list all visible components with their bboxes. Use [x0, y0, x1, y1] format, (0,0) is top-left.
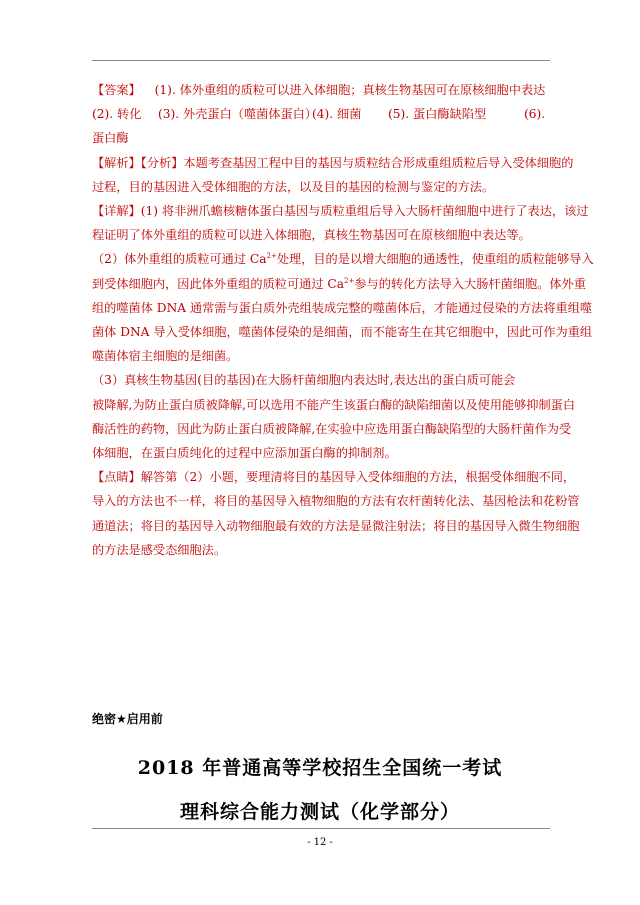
tip-text-1: 解答第（2）小题，要理清将目的基因导入受体细胞的方法，根据受体细胞不同，: [140, 470, 576, 485]
detail-p3-line-4: 体细胞，在蛋白质纯化的过程中应添加蛋白酶的抑制剂。: [92, 446, 397, 461]
tip-line-1: [92, 465, 576, 489]
tip-label: 【点睛】: [92, 470, 141, 485]
detail-p3-line-3: 酶活性的药物，因此为防止蛋白质被降解,在实验中应选用蛋白酶缺陷型的大肠杆菌作为受: [92, 421, 572, 436]
answer-label: 【答案】: [92, 83, 141, 97]
detail-p2-line-1: （2）体外重组的质粒可通过 $Ca^{2+}$处理，目的是以增大细胞的通透性，使重组的质粒能够导入: [92, 252, 594, 267]
detail-text-2: 程证明了体外重组的质粒可以进入体细胞，真核生物基因可在原核细胞中表达等。: [92, 228, 531, 243]
answer-line-3: [92, 126, 552, 150]
detail-p2-line-3: 组的噬菌体 DNA 通常需与蛋白质外壳组装成完整的噬菌体后，才能通过侵染的方法将重组噬: [92, 300, 593, 315]
exam-subtitle: 理科综合能力测试（化学部分）: [179, 801, 460, 823]
detail-p2-line-4: 菌体 DNA 导入受体细胞，噬菌体侵染的是细菌，而不能寄生在其它细胞中，因此可作为重组: [92, 325, 593, 340]
answer-item-6-text: 蛋白酶: [92, 131, 129, 146]
confidential-label: 绝密★启用前: [92, 712, 163, 726]
answer-item-5: (5). 蛋白酶缺陷型: [388, 107, 487, 122]
detail-line-1: [92, 199, 589, 223]
header-rule: [92, 60, 550, 61]
answer-item-4: (4). 细菌: [312, 107, 362, 122]
answer-item-2: (2). 转化: [92, 107, 142, 122]
answer-item-3: (3). 外壳蛋白（噬菌体蛋白）: [158, 107, 318, 122]
analysis-text-2: 过程，目的基因进入受体细胞的方法，以及目的基因的检测与鉴定的方法。: [92, 179, 495, 194]
answer-line-1: [92, 78, 552, 102]
answer-line-2: [92, 102, 552, 126]
detail-label: 【详解】: [92, 204, 141, 219]
detail-p3-line-1: （3）真核生物基因(目的基因)在大肠杆菌细胞内表达时,表达出的蛋白质可能会: [92, 373, 516, 388]
tip-text-3: 通道法；将目的基因导入动物细胞最有效的方法是显微注射法；将目的基因导入微生物细胞: [92, 518, 580, 533]
detail-text-1: (1) 将非洲爪蟾核糖体蛋白基因与质粒重组后导入大肠杆菌细胞中进行了表达，该过: [140, 204, 589, 219]
analysis-line-1: [92, 151, 574, 175]
detail-p2-line-5: 噬菌体宿主细胞的是细菌。: [92, 349, 239, 364]
tip-text-4: 的方法是感受态细胞法。: [92, 542, 227, 557]
analysis-text-1: 本题考查基因工程中目的基因与质粒结合形成重组质粒后导入受体细胞的: [183, 155, 574, 170]
detail-p2-line-2: 到受体细胞内，因此体外重组的质粒可通过 $Ca^{2+}$参与的转化方法导入大肠杆菌细胞。体外重: [92, 276, 586, 291]
footer-rule: [92, 828, 550, 829]
page-number: - 12 -: [307, 837, 333, 848]
tip-text-2: 导入的方法也不一样，将目的基因导入植物细胞的方法有农杆菌转化法、基因枪法和花粉管: [92, 494, 580, 509]
analysis-label: 【解析】【分析】: [92, 155, 184, 170]
answer-item-6: (6).: [524, 107, 546, 122]
exam-title: 2018 年普通高等学校招生全国统一考试: [137, 757, 503, 779]
detail-p3-line-2: 被降解,为防止蛋白质被降解,可以选用不能产生该蛋白酶的缺陷细菌以及使用能够抑制蛋白: [92, 397, 576, 412]
answer-section: [92, 78, 594, 562]
answer-text-1: (1). 体外重组的质粒可以进入体细胞；真核生物基因可在原核细胞中表达: [154, 83, 546, 97]
